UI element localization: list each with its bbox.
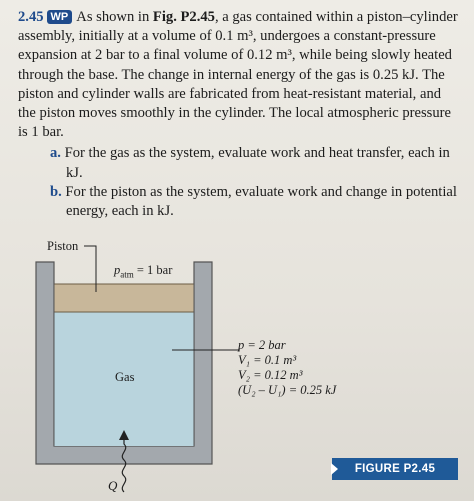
problem-intro-a: As shown in	[76, 9, 150, 25]
condition-pressure: p = 2 bar	[238, 338, 286, 352]
condition-v2: V₂ = 0.12 m³	[238, 368, 303, 382]
condition-du: (U₂ – U₁) = 0.25 kJ	[238, 383, 337, 397]
figure-caption	[332, 458, 458, 480]
condition-v1: V₁ = 0.1 m³	[238, 353, 297, 367]
heat-label: Q	[108, 478, 118, 493]
part-a-label: a.	[50, 145, 61, 162]
gas-label: Gas	[115, 370, 135, 384]
piston-label: Piston	[47, 239, 79, 253]
patm-symbol: p	[114, 263, 121, 277]
wp-badge: WP	[47, 10, 73, 24]
problem-intro-b: , a gas contained within a piston–cylinder assembly, initially at a volume of 0.1 m³, undergoes a constant-pressure expansion at 2 bar to a final volume of 0.12 m³, while being slowly heated through the base. The change in internal energy of the gas is 0.25 kJ. The piston and cylinder walls are fabricated from heat-resistant material, and the piston moves smoothly in the cylinder. The local atmospheric pressure is 1 bar.	[18, 9, 458, 141]
conditions-list	[238, 338, 336, 398]
figure-reference: Fig. P2.45	[152, 9, 215, 25]
part-b-label: b.	[50, 183, 62, 200]
part-a-text: For the gas as the system, evaluate work and heat transfer, each in kJ.	[64, 145, 450, 181]
caption-arrow-icon	[331, 463, 338, 475]
piston	[54, 284, 194, 312]
patm-value: = 1 bar	[133, 263, 173, 277]
patm-subscript: atm	[120, 269, 134, 280]
atmospheric-pressure-label	[114, 263, 172, 280]
part-b-text: For the piston as the system, evaluate work and change in potential energy, each in kJ.	[65, 183, 457, 220]
figure-caption-text: FIGURE P2.45	[354, 463, 436, 475]
problem-number: 2.45	[18, 9, 44, 25]
